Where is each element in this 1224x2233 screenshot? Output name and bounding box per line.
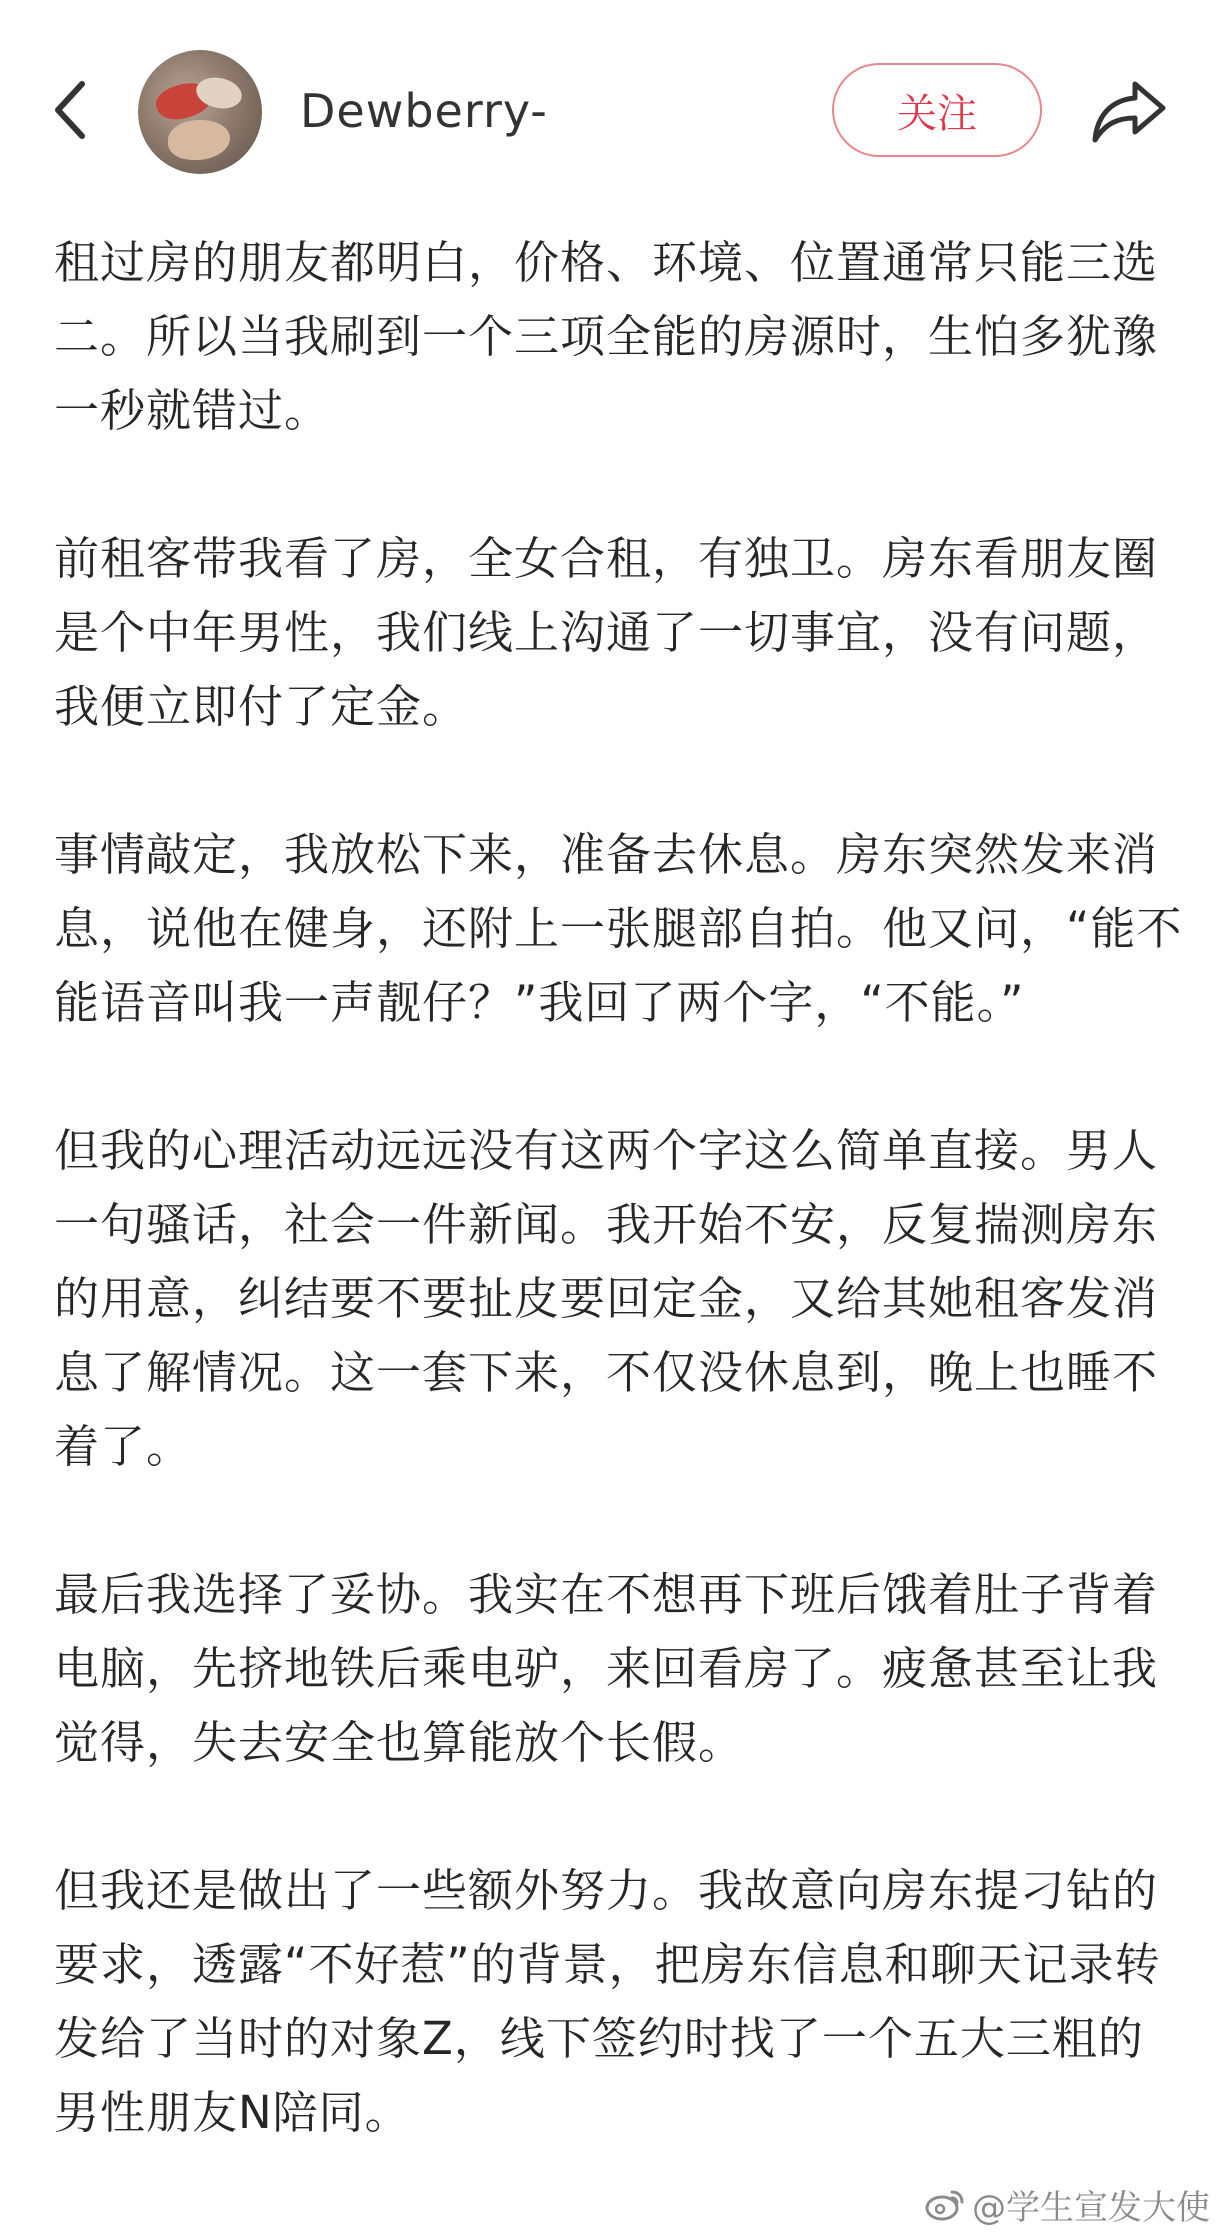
back-button[interactable] xyxy=(40,70,100,150)
share-button[interactable] xyxy=(1084,70,1174,152)
article-paragraph: 租过房的朋友都明白，价格、环境、位置通常只能三选二。所以当我刷到一个三项全能的房源时，生怕多犹豫一秒就错过。 xyxy=(54,236,1159,437)
username[interactable]: Dewberry- xyxy=(300,84,548,138)
watermark-text: @学生宣发大使 xyxy=(972,2187,1210,2228)
follow-button[interactable]: 关注 xyxy=(832,63,1042,157)
avatar[interactable] xyxy=(138,50,262,174)
top-bar xyxy=(0,0,1224,206)
article-paragraph: 前租客带我看了房，全女合租，有独卫。房东看朋友圈是个中年男性，我们线上沟通了一切事宜，没有问题，我便立即付了定金。 xyxy=(54,532,1159,733)
article-paragraph: 事情敲定，我放松下来，准备去休息。房东突然发来消息，说他在健身，还附上一张腿部自拍。他又问，“能不能语音叫我一声靓仔？”我回了两个字，“不能。” xyxy=(54,828,1183,1029)
watermark xyxy=(924,2182,1210,2226)
article-body xyxy=(54,226,1184,2150)
article-paragraph: 但我还是做出了一些额外努力。我故意向房东提刁钻的要求，透露“不好惹”的背景，把房东信息和聊天记录转发给了当时的对象Z，线下签约时找了一个五大三粗的男性朋友N陪同。 xyxy=(54,1864,1161,2139)
article-paragraph: 最后我选择了妥协。我实在不想再下班后饿着肚子背着电脑，先挤地铁后乘电驴，来回看房了。疲惫甚至让我觉得，失去安全也算能放个长假。 xyxy=(54,1568,1159,1769)
chevron-left-icon xyxy=(48,78,92,142)
weibo-icon xyxy=(924,2186,966,2222)
article-paragraph: 但我的心理活动远远没有这两个字这么简单直接。男人一句骚话，社会一件新闻。我开始不安，反复揣测房东的用意，纠结要不要扯皮要回定金，又给其她租客发消息了解情况。这一套下来，不仅没休息到，晚上也睡不着了。 xyxy=(54,1124,1159,1473)
share-arrow-icon xyxy=(1089,76,1169,146)
